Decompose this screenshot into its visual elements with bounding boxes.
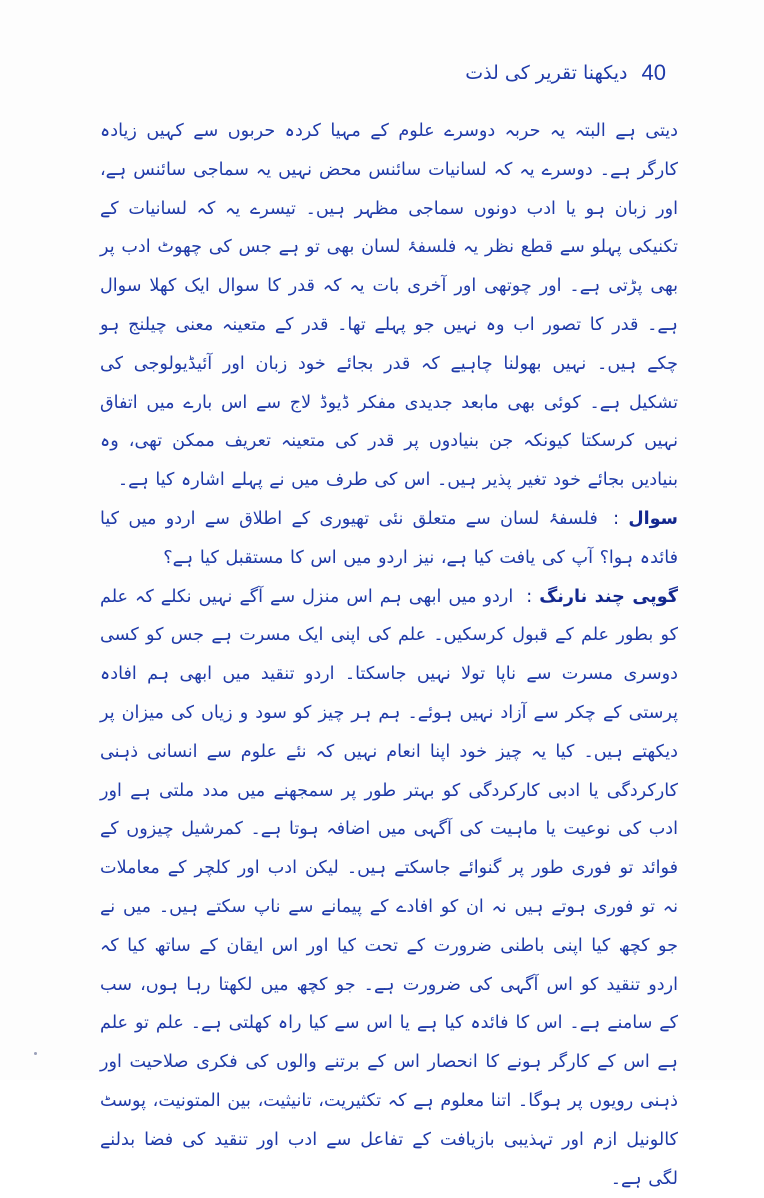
page-header — [110, 58, 666, 88]
paragraph-text: دیتی ہے البتہ یہ حربہ دوسرے علوم کے مہیا کردہ حربوں سے کہیں زیادہ کارگر ہے۔ دوسرے یہ کہ لسانیات سائنس محض نہیں یہ سماجی سائنس ہے، اور زبان ہو یا ادب دونوں سماجی مظہر ہیں۔ تیسرے یہ کہ لسانیات کے تکنیکی پہلو سے قطع نظر یہ فلسفۂ لسان بھی تو ہے جس کی چھوٹ ادب پر بھی پڑتی ہے۔ اور چوتھی اور آخری بات یہ کہ قدر کا سوال ایک کھلا سوال ہے۔ قدر کا تصور اب وہ نہیں جو پہلے تھا۔ قدر کے متعینہ معنی چیلنج ہو چکے ہیں۔ نہیں بھولنا چاہیے کہ قدر بجائے خود زبان اور آئیڈیولوجی کی تشکیل ہے۔ کوئی بھی مابعد جدیدی مفکر ڈیوڈ لاج سے اس بارے میں اتفاق نہیں کرسکتا کیونکہ جن بنیادوں پر قدر کی متعینہ تعریف ممکن تھی، وہ بنیادیں بجائے خود تغیر پذیر ہیں۔ اس کی طرف میں نے پہلے اشارہ کیا ہے۔ — [100, 121, 678, 491]
paragraph-continuation — [100, 112, 678, 500]
page-body — [100, 112, 678, 1198]
paragraph-text: اردو میں ابھی ہم اس منزل سے آگے نہیں نکلے کہ علم کو بطور علم کے قبول کرسکیں۔ علم کی اپنی ایک مسرت ہے جس کو کسی دوسری مسرت سے ناپا تولا نہیں جاسکتا۔ اردو تنقید میں ابھی ہم افادہ پرستی کے چکر سے آزاد نہیں ہوئے۔ ہم ہر چیز کو سود و زیاں کی میزان پر دیکھتے ہیں۔ کیا یہ چیز خود اپنا انعام نہیں کہ نئے علوم سے انسانی ذہنی کارکردگی یا ادبی کارکردگی کو بہتر طور پر سمجھنے میں مدد ملتی ہے اور ادب کی نوعیت یا ماہیت کی آگہی میں اضافہ ہوتا ہے۔ کمرشیل چیزوں کے فوائد تو فوری طور پر گنوائے جاسکتے ہیں۔ لیکن ادب اور کلچر کے معاملات نہ تو فوری ہوتے ہیں نہ ان کو افادے کے پیمانے سے ناپ سکتے ہیں۔ میں نے جو کچھ کیا اپنی باطنی ضرورت کے تحت کیا اور اس ایقان کے ساتھ کیا کہ اردو تنقید کو اس آگہی کی ضرورت ہے۔ جو کچھ میں لکھتا رہا ہوں، سب کے سامنے ہے۔ اس کا فائدہ کیا ہے یا اس سے کیا راہ کھلتی ہے۔ علم تو علم ہے اس کے کارگر ہونے کا انحصار اس کے برتنے والوں کی فکری صلاحیت اور ذہنی رویوں پر ہوگا۔ اتنا معلوم ہے کہ تکثیریت، تانیثیت، بین المتونیت، پوسٹ کالونیل ازم اور تہذیبی بازیافت کے تفاعل سے ادب اور تنقید کی فضا بدلنے لگی ہے۔ — [100, 586, 678, 1189]
paragraph-answer — [100, 578, 678, 1198]
page-number: 40 — [641, 60, 666, 85]
scan-speck — [34, 1052, 37, 1055]
paragraph-question — [100, 500, 678, 578]
speaker-label-question: سوال : — [613, 509, 678, 529]
speaker-label-answer: گوپی چند نارنگ : — [526, 587, 678, 607]
running-title: دیکھنا تقریر کی لذت — [465, 62, 628, 84]
paragraph-text: فلسفۂ لسان سے متعلق نئی تھیوری کے اطلاق سے اردو میں کیا فائدہ ہوا؟ آپ کی یافت کیا ہے، نیز اردو میں اس کا مستقبل کیا ہے؟ — [100, 508, 678, 568]
